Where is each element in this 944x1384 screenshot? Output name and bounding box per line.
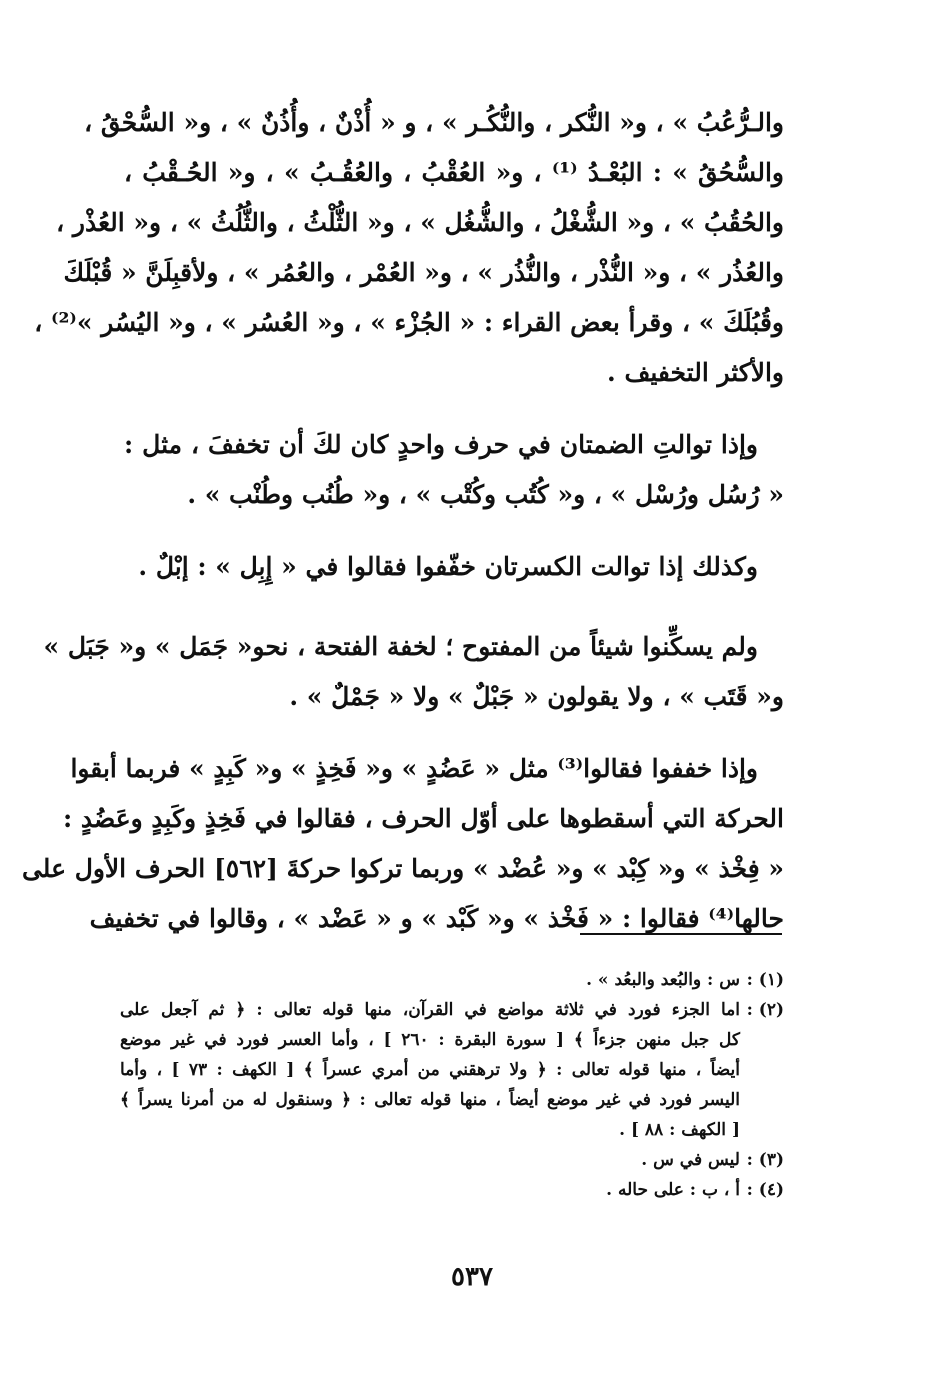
text-line: والأكثر التخفيف . [607,358,784,387]
footnote-line: ليس في س . [641,1150,740,1170]
text-line: « رُسُل ورُسْل » ، و« كُتُب وكُتْب » ، و« طُنُب وطُنْب » . [187,480,784,509]
footnote-body [120,1145,740,1175]
footnote-4 [120,1175,784,1205]
footnote-number: (١) : [746,970,784,990]
footnote-number: (٢) : [746,1000,784,1020]
footnote-line: س : والبُعد والبعُد » . [586,970,740,990]
paragraph-5 [21,744,784,944]
footnote-line: اليسر فورد في غير موضع أيضاً ، منها قوله تعالى : ﴿ وسنقول له من أمرنا يسراً ﴾ [120,1090,740,1110]
text-line: حالها⁽⁴⁾ فقالوا : « فَخْذ » و« كَبْد » و « عَضْد » ، وقالوا في تخفيف [89,904,784,933]
text-line: الحركة التي أسقطوها على أوّل الحرف ، فقالوا في فَخِذٍ وكَبِدٍ وعَضُدٍ : [63,804,784,833]
paragraph-1 [34,98,784,398]
text-line: والحُقُبُ » ، و« الشُّغْلُ ، والشُّغُل » ، و« الثُّلْثُ ، والثُّلُثُ » ، و« العُذْر ، [56,208,784,237]
paragraph-2 [124,420,784,520]
footnote-number: (٤) : [746,1180,784,1200]
text-line: ولم يسكِّنوا شيئاً من المفتوح ؛ لخفة الفتحة ، نحو« جَمَل » و« جَبَل » [43,632,758,661]
footnote-line: كل جبل منهن جزءاً ﴾ [ سورة البقرة : ٢٦٠ ] ، وأما العسر فورد في غير موضع [120,1030,740,1050]
paragraph-gap [124,722,784,744]
footnote-body [120,965,740,995]
footnote-2 [120,995,784,1145]
text-line: والسُّحُقُ » : البُعْـدُ ⁽¹⁾ ، و« العُقْبُ ، والعُقُـبُ » ، و« الحُـقْبُ ، [124,158,784,187]
footnote-body [120,995,740,1145]
paragraph-gap [124,398,784,420]
paragraph-gap [124,592,784,622]
footnote-separator [580,933,782,935]
text-line: « فِخْذ » و« كِبْد » و« عُضْد » وربما تركوا حركةَ [٥٦٢] الحرف الأول على [21,854,784,883]
paragraph-3 [124,542,784,592]
text-line: و« قَتَب » ، ولا يقولون « جَبْلٌ » ولا « جَمْلٌ » . [289,682,784,711]
footnote-1 [120,965,784,995]
text-line: وإذا توالتِ الضمتان في حرف واحدٍ كان لكَ أن تخففَ ، مثل : [124,430,758,459]
footnote-line: اما الجزء فورد في ثلاثة مواضع في القرآن، منها قوله تعالى : ﴿ ثم آجعل على [120,1000,740,1020]
paragraph-4 [43,622,784,722]
footnote-body [120,1175,740,1205]
footnote-line: أيضاً ، منها قوله تعالى : ﴿ ولا ترهقني من أمري عسراً ﴾ [ الكهف : ٧٣ ] ، وأما [120,1060,740,1080]
text-line: وقُبُلَكَ » ، وقرأ بعض القراء : « الجُزْء » ، و« العُسُر » ، و« اليُسُر »⁽²⁾ ، [34,308,784,337]
footnotes-block [120,965,784,1205]
main-text-block [21,98,784,944]
page-number: ٥٣٧ [451,1262,493,1292]
footnote-line: أ ، ب : على حاله . [606,1180,740,1200]
paragraph-gap [124,520,784,542]
text-line: والـرُّعُبُ » ، و« النُّكر ، والنُّكُـر » ، و « أُذْنٌ ، وأُذُنٌ » ، و« السُّحْقُ ، [84,108,784,137]
footnote-number: (٣) : [746,1150,784,1170]
text-line: والعُذُر » ، و« النُّذْر ، والنُّذُر » ، و« العُمْر ، والعُمُر » ، ولأقبِلَنَّ « قُبْلَكَ [63,258,784,287]
footnote-line: [ الكهف : ٨٨ ] . [619,1120,740,1140]
text-line: وكذلك إذا توالت الكسرتان خفّفوا فقالوا في « إِبِل » : إبْلٌ . [138,552,758,581]
footnote-3 [120,1145,784,1175]
text-line: وإذا خففوا فقالوا⁽³⁾ مثل « عَضُدٍ » و« فَخِذٍ » و« كَبِدٍ » فربما أبقوا [70,754,758,783]
